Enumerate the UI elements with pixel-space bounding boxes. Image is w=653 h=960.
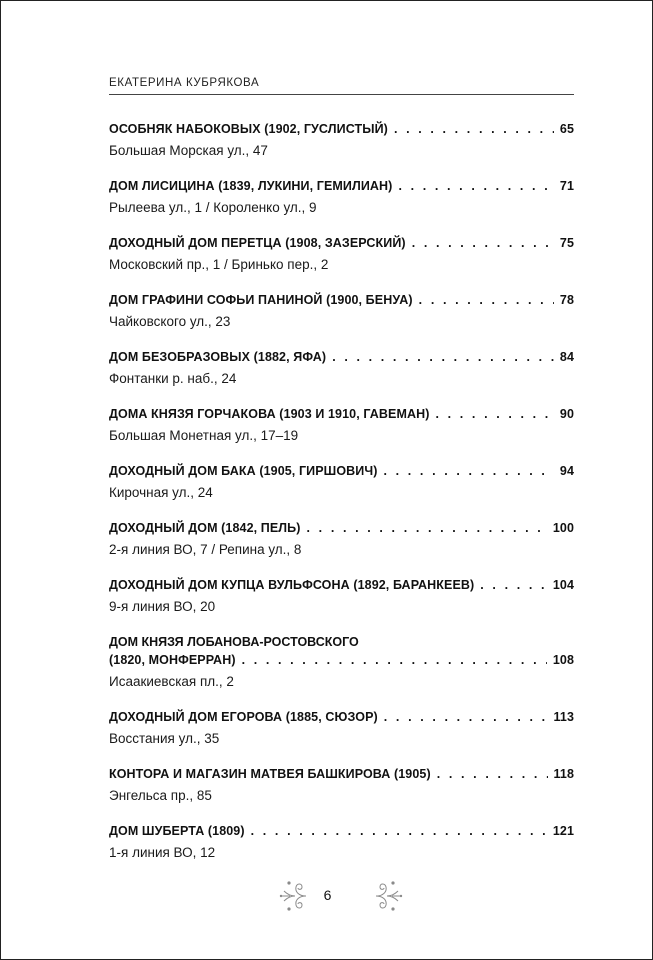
toc-entry-page: 113	[553, 710, 574, 724]
toc-entry-title: ДОХОДНЫЙ ДОМ (1842, ПЕЛЬ)	[109, 521, 301, 535]
leader-dots	[307, 519, 547, 537]
toc-entry-address: Восстания ул., 35	[109, 731, 220, 746]
leader-dots	[251, 822, 547, 840]
toc-entry-page: 94	[559, 464, 574, 478]
flourish-ornament-icon	[373, 878, 403, 914]
toc-entry-address: 9-я линия ВО, 20	[109, 599, 216, 614]
toc-entry-title: ОСОБНЯК НАБОКОВЫХ (1902, ГУСЛИСТЫЙ)	[109, 122, 388, 136]
toc-entry-title-line1: ДОМ КНЯЗЯ ЛОБАНОВА-РОСТОВСКОГО	[109, 635, 359, 649]
toc-entry	[109, 519, 574, 576]
toc-entry	[109, 633, 574, 708]
toc-entry-title: ДОМ БЕЗОБРАЗОВЫХ (1882, ЯФА)	[109, 350, 327, 364]
toc-entry-page: 78	[559, 293, 574, 307]
toc-entry-title: ДОХОДНЫЙ ДОМ ПЕРЕТЦА (1908, ЗАЗЕРСКИЙ)	[109, 236, 406, 250]
toc-entry-page: 108	[552, 653, 574, 667]
toc-entry-page: 121	[552, 824, 574, 838]
toc-entry-address: Кирочная ул., 24	[109, 485, 213, 500]
leader-dots	[384, 462, 554, 480]
toc-entry	[109, 405, 574, 462]
toc-entry-title: ДОМА КНЯЗЯ ГОРЧАКОВА (1903 И 1910, ГАВЕМАН)	[109, 407, 430, 421]
toc-entry-address: 1-я линия ВО, 12	[109, 845, 216, 860]
leader-dots	[480, 576, 547, 594]
toc-entry	[109, 177, 574, 234]
toc-entry-title: КОНТОРА И МАГАЗИН МАТВЕЯ БАШКИРОВА (1905)	[109, 767, 431, 781]
toc-entry	[109, 708, 574, 765]
toc-entry	[109, 822, 574, 879]
toc-entry	[109, 765, 574, 822]
toc-entry-address: Энгельса пр., 85	[109, 788, 212, 803]
toc-entry-title: ДОХОДНЫЙ ДОМ БАКА (1905, ГИРШОВИЧ)	[109, 464, 378, 478]
toc-entry-title: ДОМ ГРАФИНИ СОФЬИ ПАНИНОЙ (1900, БЕНУА)	[109, 293, 413, 307]
toc-entry-page: 104	[552, 578, 574, 592]
toc-entry	[109, 291, 574, 348]
leader-dots	[242, 651, 547, 669]
toc-entry-title: (1820, МОНФЕРРАН)	[109, 653, 236, 667]
leader-dots	[412, 234, 554, 252]
toc-entry-address: 2-я линия ВО, 7 / Репина ул., 8	[109, 542, 302, 557]
leader-dots	[384, 708, 548, 726]
toc-entry	[109, 348, 574, 405]
toc-entry-page: 84	[559, 350, 574, 364]
toc-entry-title: ДОХОДНЫЙ ДОМ ЕГОРОВА (1885, СЮЗОР)	[109, 710, 378, 724]
toc-entry-title: ДОМ ШУБЕРТА (1809)	[109, 824, 245, 838]
toc-entry	[109, 120, 574, 177]
leader-dots	[398, 177, 553, 195]
leader-dots	[437, 765, 548, 783]
toc-entry-address: Исаакиевская пл., 2	[109, 674, 234, 689]
toc-entry-page: 65	[559, 122, 574, 136]
leader-dots	[435, 405, 553, 423]
running-head: ЕКАТЕРИНА КУБРЯКОВА	[109, 77, 260, 89]
header-rule	[109, 94, 574, 95]
toc-entry-address: Чайковского ул., 23	[109, 314, 231, 329]
toc-entry-page: 90	[559, 407, 574, 421]
toc-entry-page: 75	[559, 236, 574, 250]
page-number: 6	[323, 887, 332, 903]
toc-entry-page: 100	[552, 521, 574, 535]
page-footer	[1, 878, 653, 914]
toc-entry	[109, 462, 574, 519]
toc-entry-address: Рылеева ул., 1 / Короленко ул., 9	[109, 200, 317, 215]
toc-entry	[109, 576, 574, 633]
toc-entry-address: Московский пр., 1 / Бринько пер., 2	[109, 257, 329, 272]
toc-entry-address: Большая Морская ул., 47	[109, 143, 268, 158]
toc-entry-page: 118	[553, 767, 574, 781]
leader-dots	[419, 291, 554, 309]
toc-entry-title: ДОМ ЛИСИЦИНА (1839, ЛУКИНИ, ГЕМИЛИАН)	[109, 179, 393, 193]
toc-entry-address: Большая Монетная ул., 17–19	[109, 428, 299, 443]
table-of-contents	[109, 120, 574, 879]
toc-entry-title: ДОХОДНЫЙ ДОМ КУПЦА ВУЛЬФСОНА (1892, БАРАНКЕЕВ)	[109, 578, 475, 592]
toc-entry-page: 71	[559, 179, 574, 193]
toc-entry	[109, 234, 574, 291]
leader-dots	[332, 348, 554, 366]
toc-entry-address: Фонтанки р. наб., 24	[109, 371, 237, 386]
leader-dots	[394, 120, 554, 138]
